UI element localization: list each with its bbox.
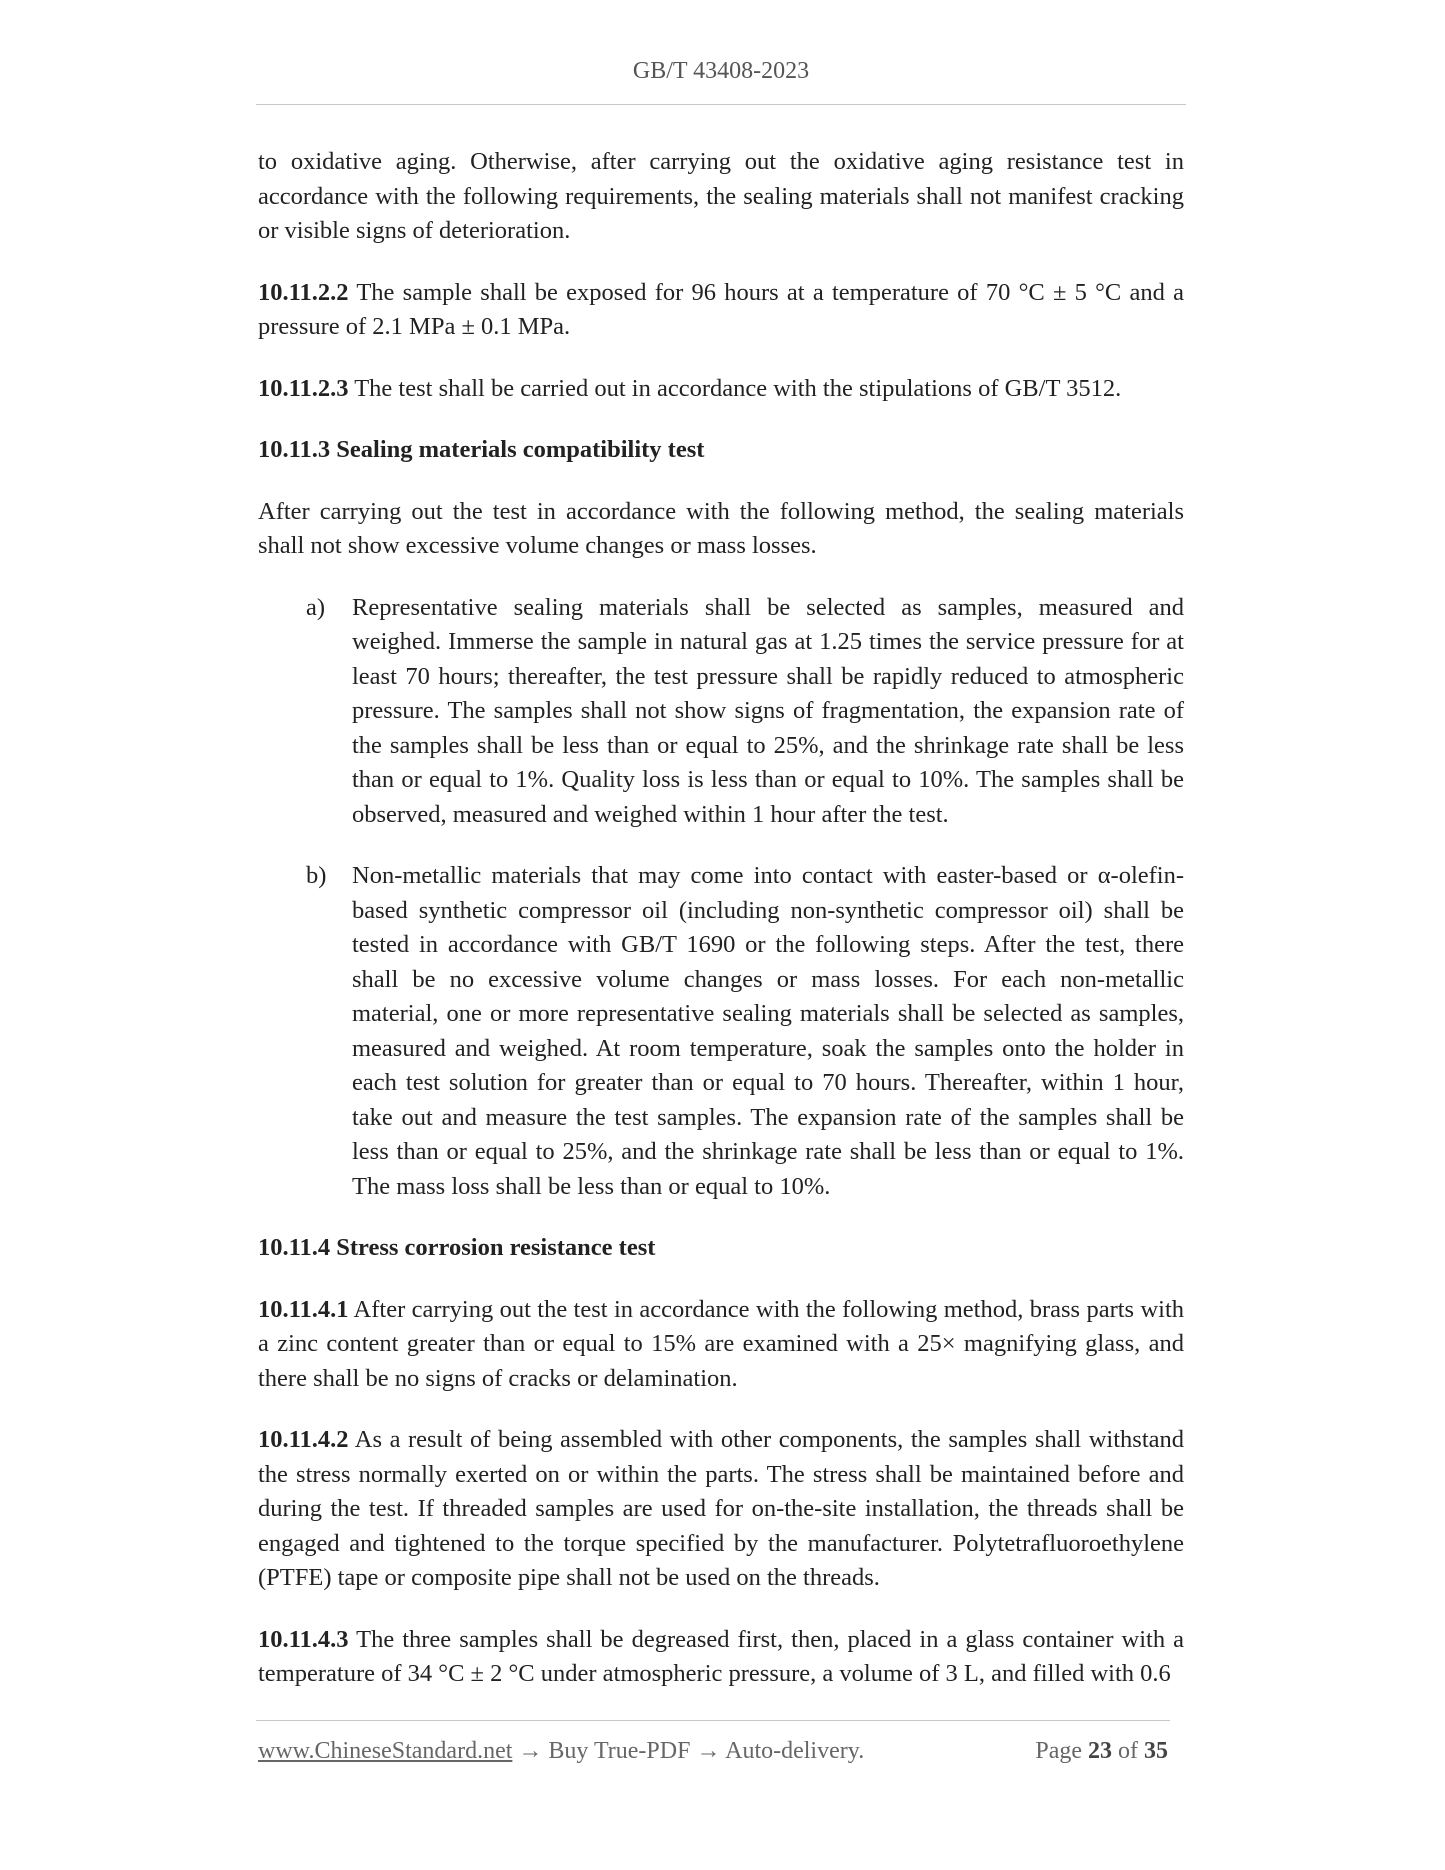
footer-tagline: → Buy True-PDF → Auto-delivery. bbox=[512, 1738, 865, 1764]
clause-10-11-2-3 bbox=[258, 372, 1184, 407]
clause-text: The test shall be carried out in accordance with the stipulations of GB/T 3512. bbox=[348, 374, 1122, 402]
running-header: GB/T 43408-2023 bbox=[632, 58, 810, 84]
clause-number: 10.11.2.3 bbox=[258, 374, 349, 402]
page-word: Page bbox=[1035, 1738, 1082, 1764]
list-item-b bbox=[258, 859, 1184, 1204]
section-heading-10-11-3: 10.11.3 Sealing materials compatibility test bbox=[258, 436, 705, 463]
clause-number: 10.11.4.1 bbox=[258, 1295, 349, 1323]
clause-text: As a result of being assembled with other components, the samples shall withstand the stress normally exerted on or within the parts. The stress shall be maintained before and during the test. If threaded samples are used for on-the-site installation, the threads shall be engaged and tightened to the torque specified by the manufacturer. Polytetrafluoroethylene (PTFE) tape or composite pipe shall not be used on the threads. bbox=[258, 1426, 1184, 1591]
list-item-text: Representative sealing materials shall be selected as samples, measured and weighed. Immerse the sample in natural gas at 1.25 times the service pressure for at least 70 hours; thereafter, the test pressure shall be rapidly reduced to atmospheric pressure. The samples shall not show signs of fragmentation, the expansion rate of the samples shall be less than or equal to 25%, and the shrinkage rate shall be less than or equal to 1%. Quality loss is less than or equal to 10%. The samples shall be observed, measured and weighed within 1 hour after the test. bbox=[352, 593, 1184, 828]
header-divider bbox=[256, 104, 1186, 105]
clause-10-11-4-1 bbox=[258, 1293, 1184, 1397]
clause-10-11-2-2 bbox=[258, 276, 1184, 345]
paragraph-compatibility-intro: After carrying out the test in accordance with the following method, the sealing materials shall not show excessive volume changes or mass losses. bbox=[258, 497, 1184, 559]
page-total: 35 bbox=[1144, 1738, 1168, 1764]
of-word: of bbox=[1118, 1738, 1138, 1764]
clause-number: 10.11.2.2 bbox=[258, 278, 349, 306]
clause-text: The three samples shall be degreased first, then, placed in a glass container with a temperature of 34 °C ± 2 °C under atmospheric pressure, a volume of 3 L, and filled with 0.6 bbox=[258, 1625, 1184, 1687]
clause-text: The sample shall be exposed for 96 hours at a temperature of 70 °C ± 5 °C and a pressure of 2.1 MPa ± 0.1 MPa. bbox=[258, 278, 1184, 340]
footer-left bbox=[258, 1738, 864, 1765]
clause-10-11-4-2 bbox=[258, 1423, 1184, 1596]
clause-10-11-4-3 bbox=[258, 1623, 1184, 1692]
paragraph-continuation: to oxidative aging. Otherwise, after carrying out the oxidative aging resistance test in accordance with the following requirements, the sealing materials shall not manifest cracking or visible signs of deterioration. bbox=[258, 148, 1184, 244]
page-content bbox=[258, 145, 1184, 1719]
list-marker: b) bbox=[306, 862, 327, 889]
page-indicator bbox=[1035, 1738, 1168, 1765]
section-heading-10-11-4: 10.11.4 Stress corrosion resistance test bbox=[258, 1234, 656, 1261]
website-link[interactable]: www.ChineseStandard.net bbox=[258, 1738, 513, 1764]
page-number: 23 bbox=[1088, 1738, 1112, 1764]
page-footer bbox=[258, 1738, 1168, 1765]
footer-divider bbox=[256, 1720, 1170, 1721]
list-item-text: Non-metallic materials that may come into contact with easter-based or α-olefin-based synthetic compressor oil (including non-synthetic compressor oil) shall be tested in accordance with GB/T 1690 or the following steps. After the test, there shall be no excessive volume changes or mass losses. For each non-metallic material, one or more representative sealing materials shall be selected as samples, measured and weighed. At room temperature, soak the samples onto the holder in each test solution for greater than or equal to 70 hours. Thereafter, within 1 hour, take out and measure the test samples. The expansion rate of the samples shall be less than or equal to 25%, and the shrinkage rate shall be less than or equal to 1%. The mass loss shall be less than or equal to 10%. bbox=[352, 862, 1184, 1200]
clause-number: 10.11.4.2 bbox=[258, 1426, 349, 1453]
list-marker: a) bbox=[306, 593, 326, 621]
list-item-a bbox=[258, 591, 1184, 833]
clause-text: After carrying out the test in accordance with the following method, brass parts with a zinc content greater than or equal to 15% are examined with a 25× magnifying glass, and there shall be no signs of cracks or delamination. bbox=[258, 1295, 1184, 1392]
clause-number: 10.11.4.3 bbox=[258, 1625, 349, 1653]
